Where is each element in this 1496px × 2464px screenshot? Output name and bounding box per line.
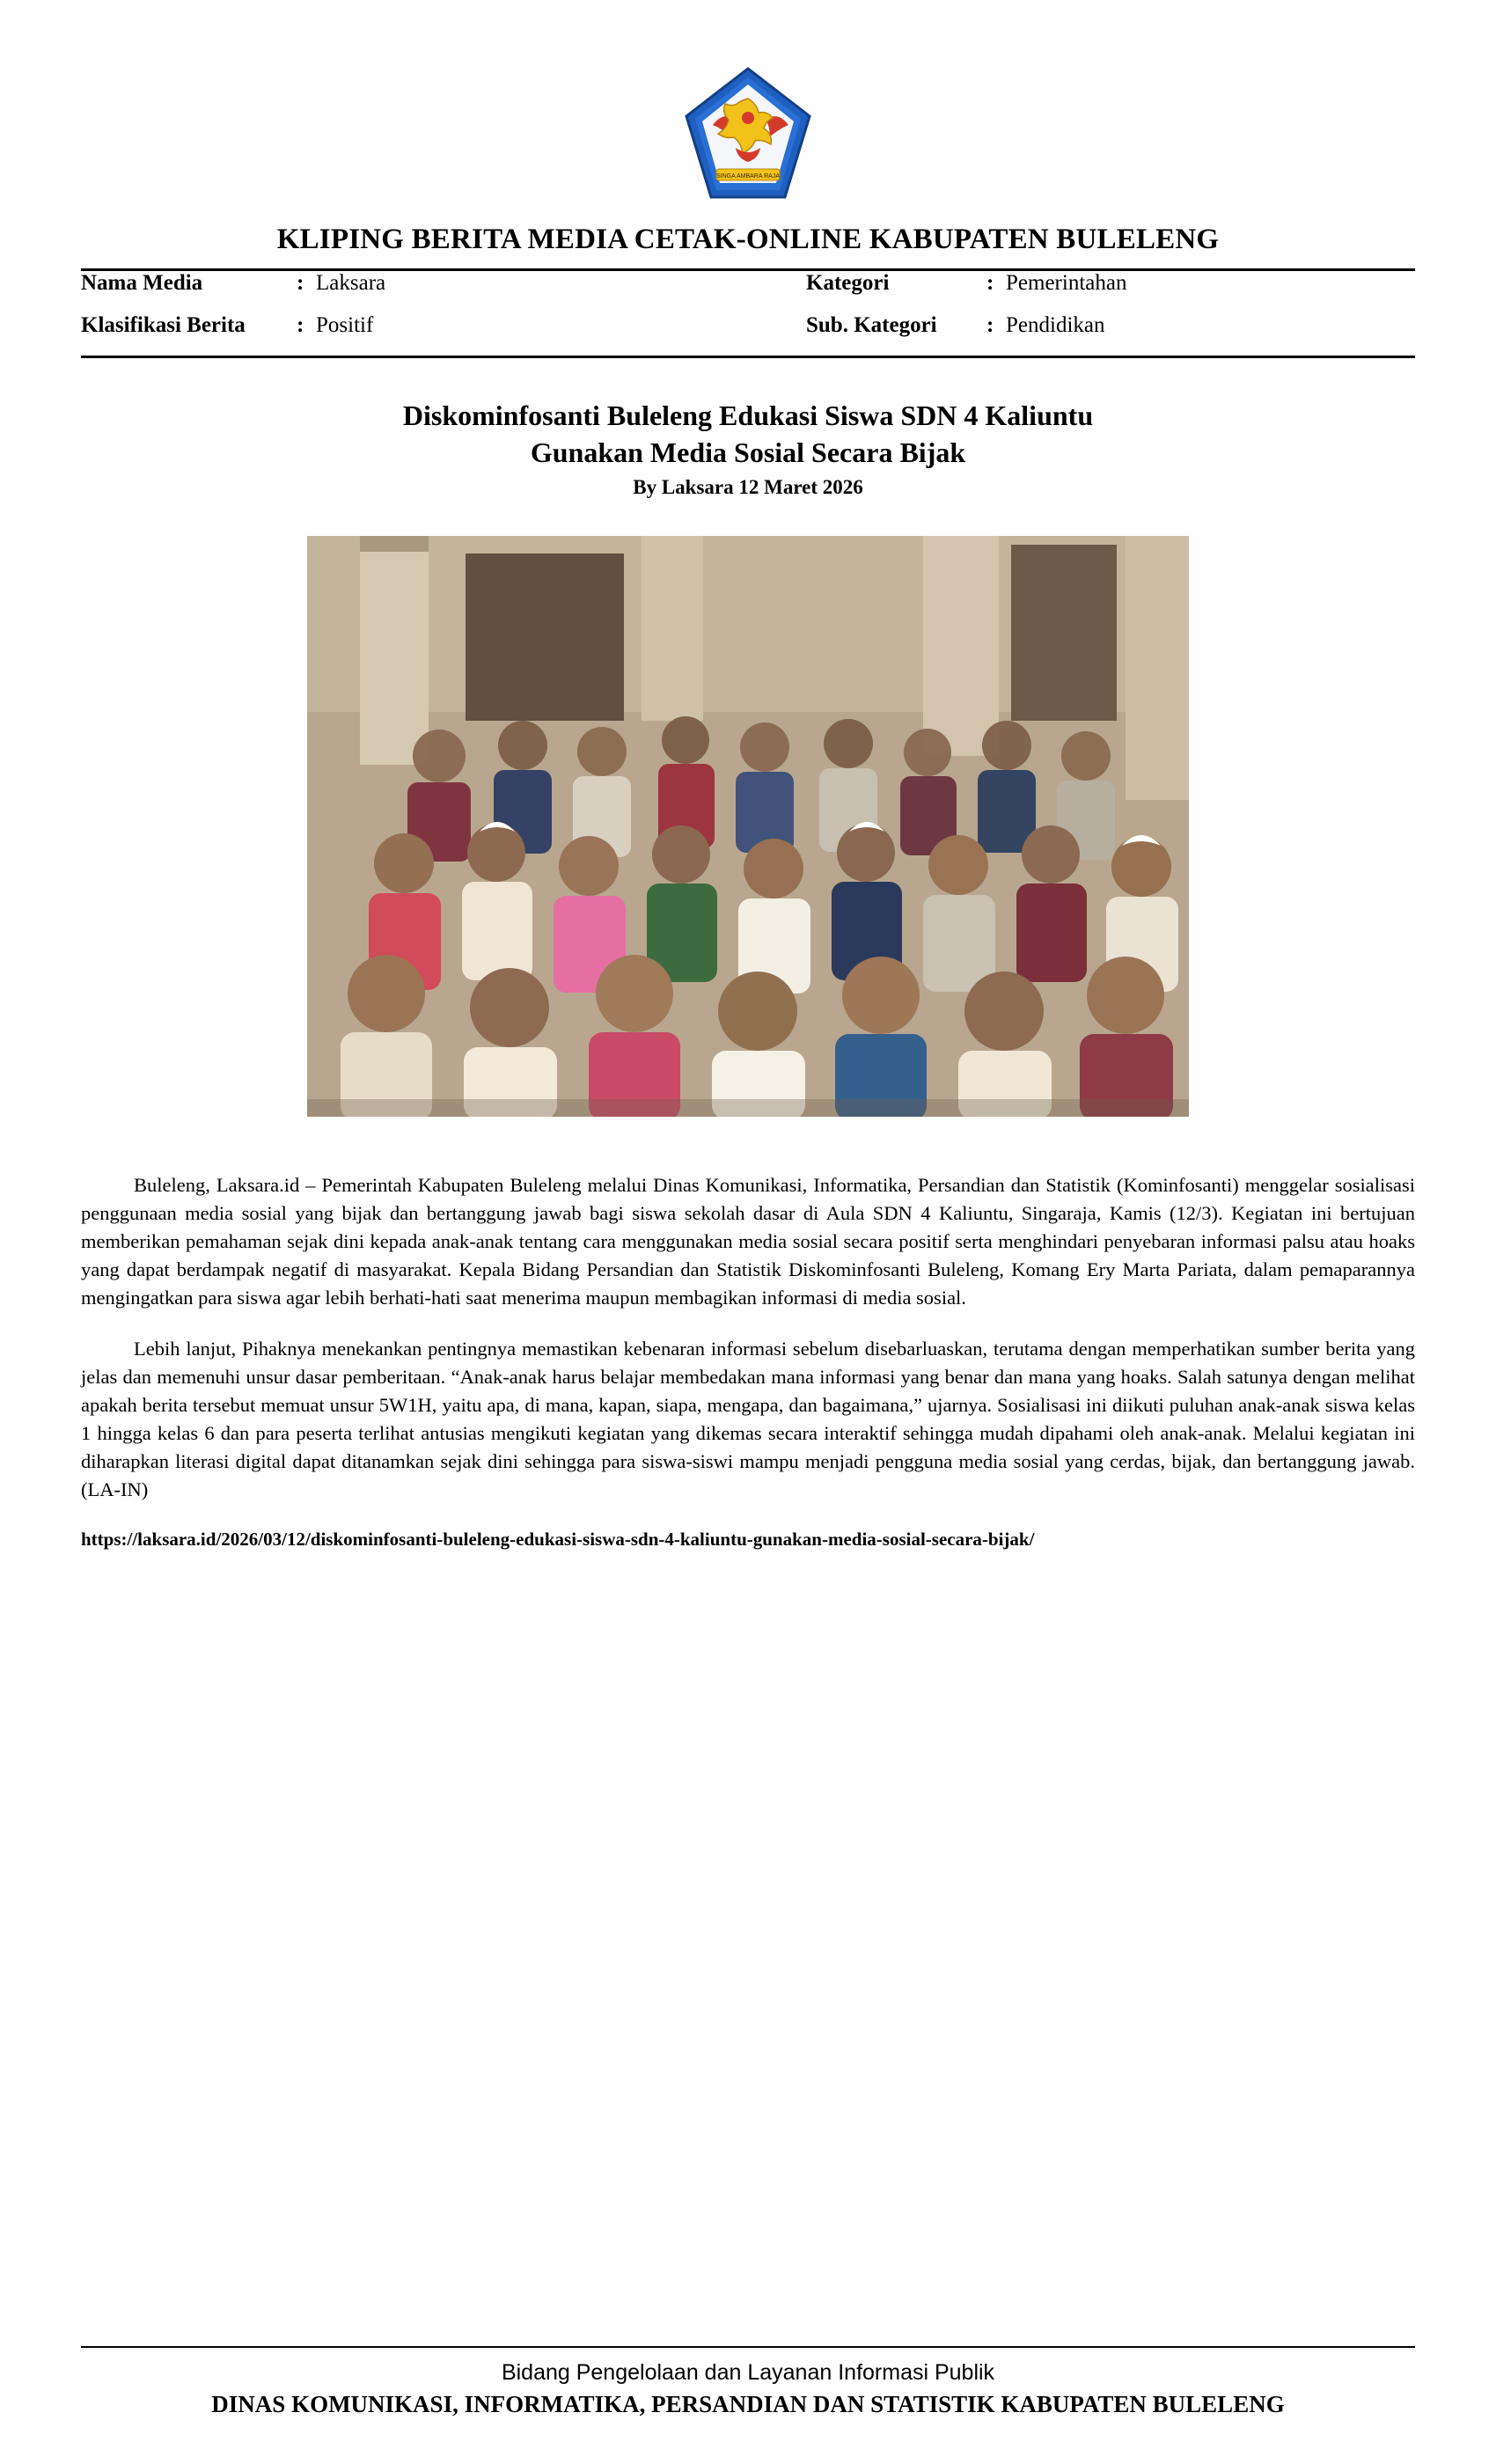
metadata-row-kategori [806, 271, 1415, 313]
svg-text:SINGA AMBARA RAJA: SINGA AMBARA RAJA [716, 173, 780, 180]
divider-bottom [81, 356, 1415, 358]
colon-sub-kategori: : [986, 313, 994, 337]
colon-klasifikasi-berita: : [297, 313, 304, 337]
metadata-row-sub-kategori [806, 313, 1415, 356]
metadata-left-column [81, 271, 748, 356]
students-audience-photo [307, 536, 1189, 1117]
article-paragraph-2: Lebih lanjut, Pihaknya menekankan pentingnya memastikan kebenaran informasi sebelum disebarluaskan, terutama dengan memperhatikan sumber berita yang jelas dan memenuhi unsur dasar pemberitaan. “Anak-anak harus belajar membedakan mana informasi yang benar dan mana yang hoaks. Salah satunya dengan melihat apakah berita tersebut memuat unsur 5W1H, yaitu apa, di mana, kapan, siapa, mengapa, dan bagaimana,” ujarnya. Sosialisasi ini diikuti puluhan anak-anak siswa kelas 1 hingga kelas 6 dan para peserta terlihat antusias mengikuti kegiatan yang dikemas secara interaktif sehingga mudah dipahami oleh anak-anak. Melalui kegiatan ini diharapkan literasi digital dapat ditanamkan sejak dini sehingga para siswa-siswi mampu menjadi pengguna media sosial yang cerdas, bijak, dan bertanggung jawab. (LA-IN) [81, 1338, 1415, 1500]
article-paragraph-1: Buleleng, Laksara.id – Pemerintah Kabupaten Buleleng melalui Dinas Komunikasi, Informatika, Persandian dan Statistik (Kominfosanti) menggelar sosialisasi penggunaan media sosial yang bijak dan bertanggung jawab bagi siswa sekolah dasar di Aula SDN 4 Kaliuntu, Singaraja, Kamis (12/3). Kegiatan ini bertujuan memberikan pemahaman sejak dini kepada anak-anak tentang cara menggunakan media sosial secara positif serta menghindari penyebaran informasi palsu atau hoaks yang dapat berdampak negatif di masyarakat. Kepala Bidang Persandian dan Statistik Diskominfosanti Buleleng, Komang Ery Marta Pariata, dalam pemaparannya mengingatkan para siswa agar lebih berhati-hati saat menerima maupun membagikan informasi di media sosial. [81, 1174, 1415, 1309]
article-photo-container [81, 536, 1415, 1117]
metadata-row-klasifikasi-berita [81, 313, 748, 356]
label-nama-media: Nama Media [81, 271, 203, 295]
value-nama-media: Laksara [316, 271, 386, 295]
buleleng-regency-crest-icon [678, 63, 818, 204]
label-sub-kategori: Sub. Kategori [806, 313, 937, 337]
colon-nama-media: : [297, 271, 304, 295]
metadata-right-column [748, 271, 1415, 356]
headline-line-1: Diskominfosanti Buleleng Edukasi Siswa SDN 4 Kaliuntu [402, 400, 1094, 431]
page-title: KLIPING BERITA MEDIA CETAK-ONLINE KABUPATEN BULELENG [276, 224, 1220, 255]
footer-line-2: DINAS KOMUNIKASI, INFORMATIKA, PERSANDIAN DAN STATISTIK KABUPATEN BULELENG [211, 2391, 1285, 2417]
label-klasifikasi-berita: Klasifikasi Berita [81, 313, 246, 337]
footer-divider [81, 2346, 1415, 2348]
page-footer [81, 2346, 1415, 2418]
article-byline: By Laksara 12 Maret 2026 [633, 476, 863, 499]
colon-kategori: : [986, 271, 994, 295]
article-headline [81, 397, 1415, 471]
metadata-table [81, 271, 1415, 356]
source-url-link[interactable]: https://laksara.id/2026/03/12/diskominfosanti-buleleng-edukasi-siswa-sdn-4-kaliuntu-gunakan-media-sosial-secara-bijak/ [81, 1528, 1035, 1550]
logo-container [81, 0, 1415, 204]
footer-line-1: Bidang Pengelolaan dan Layanan Informasi Publik [501, 2360, 995, 2385]
value-kategori: Pemerintahan [1006, 271, 1127, 295]
article-body [81, 1171, 1415, 1552]
value-klasifikasi-berita: Positif [316, 313, 374, 337]
value-sub-kategori: Pendidikan [1006, 313, 1105, 337]
metadata-row-nama-media [81, 271, 748, 313]
label-kategori: Kategori [806, 271, 890, 295]
headline-line-2: Gunakan Media Sosial Secara Bijak [530, 436, 966, 469]
